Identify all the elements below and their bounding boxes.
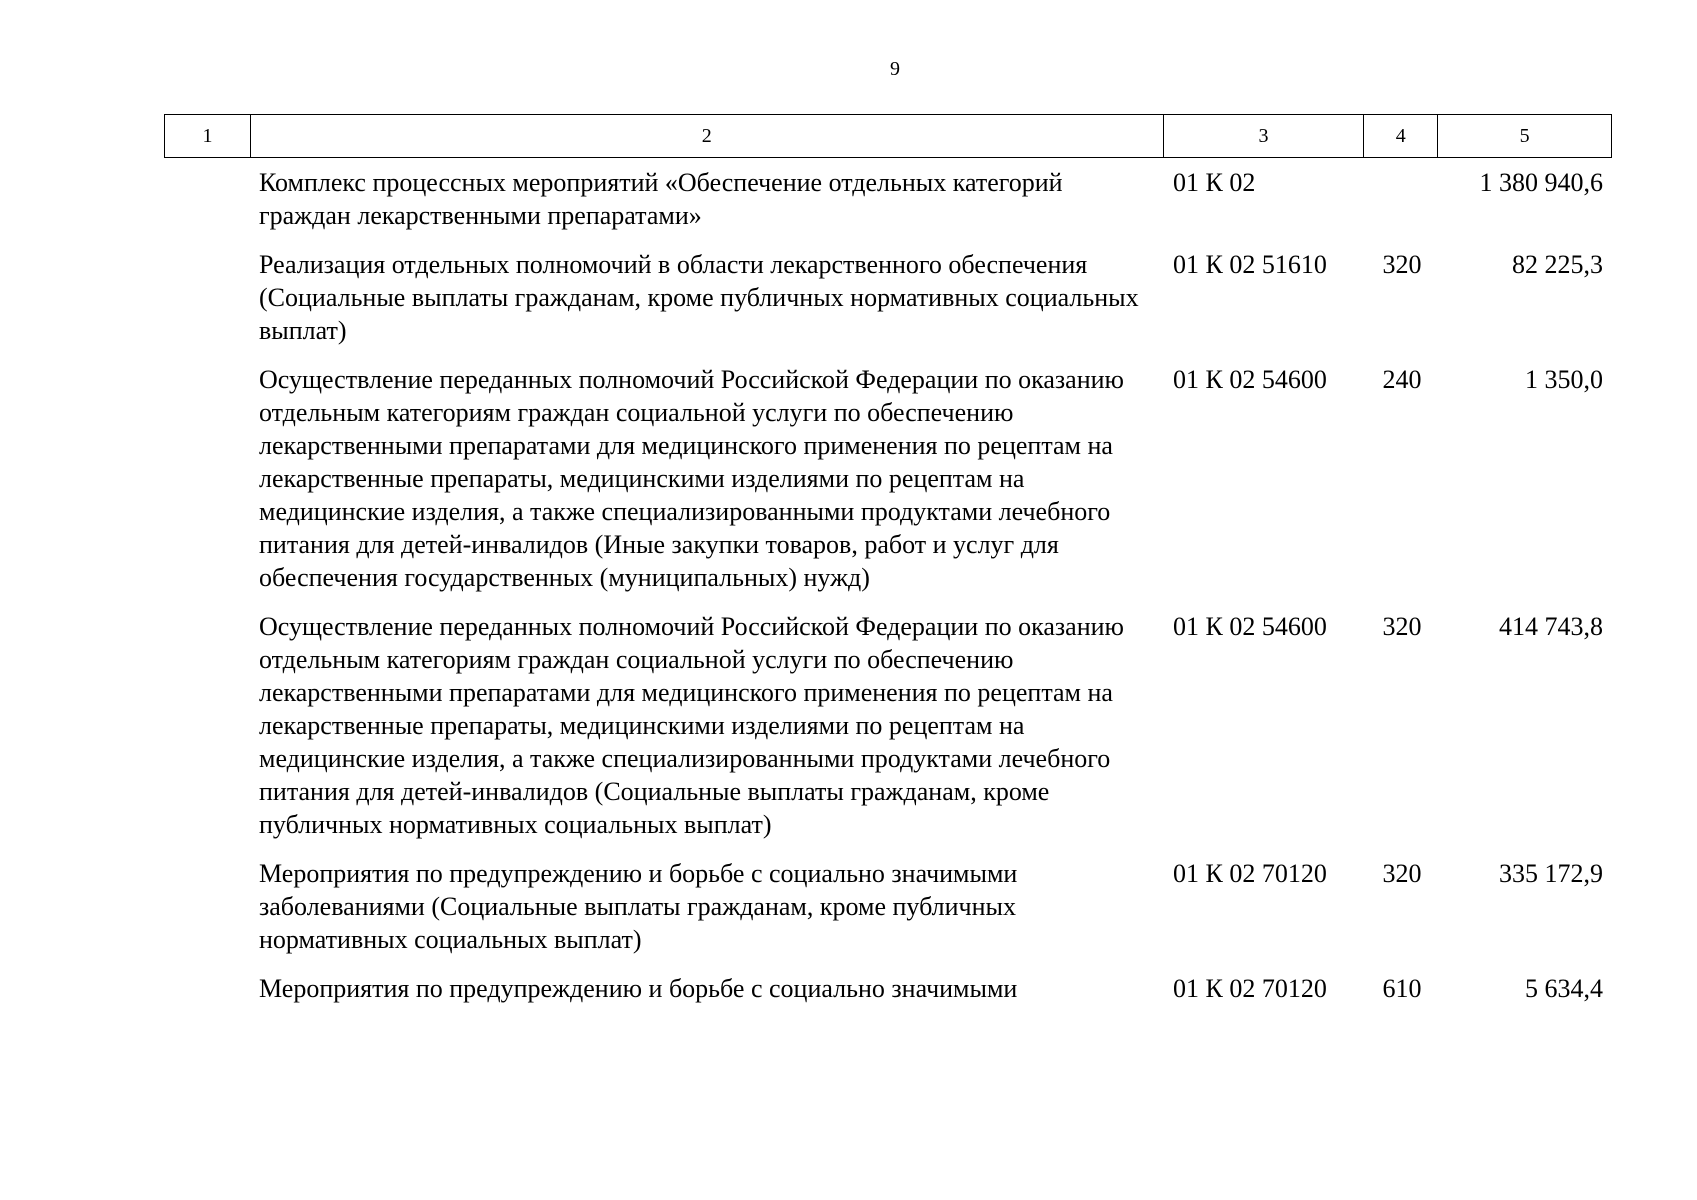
column-header-1: 1 bbox=[165, 115, 251, 157]
row-empty-cell bbox=[164, 248, 250, 347]
row-code: 01 К 02 70120 bbox=[1173, 859, 1327, 888]
column-header-2: 2 bbox=[251, 115, 1164, 157]
row-type bbox=[1365, 166, 1439, 232]
row-type: 320 bbox=[1382, 250, 1422, 279]
table-row bbox=[164, 857, 1612, 956]
row-type: 240 bbox=[1382, 365, 1422, 394]
row-amount: 414 743,8 bbox=[1499, 612, 1603, 641]
column-header-3: 3 bbox=[1164, 115, 1365, 157]
row-amount: 1 380 940,6 bbox=[1479, 168, 1603, 197]
row-amount: 1 350,0 bbox=[1525, 365, 1603, 394]
row-name: Мероприятия по предупреждению и борьбе с социально значимыми заболеваниями (Социальные выплаты гражданам, кроме публичных нормативных социальных выплат) bbox=[259, 859, 1018, 954]
table-header bbox=[164, 114, 1612, 158]
row-code: 01 К 02 70120 bbox=[1173, 974, 1327, 1003]
row-amount: 82 225,3 bbox=[1512, 250, 1603, 279]
table-row bbox=[164, 610, 1612, 841]
row-empty-cell bbox=[164, 972, 250, 1005]
row-code: 01 К 02 51610 bbox=[1173, 250, 1327, 279]
row-type: 610 bbox=[1382, 974, 1422, 1003]
row-name: Осуществление переданных полномочий Российской Федерации по оказанию отдельным категориям граждан социальной услуги по обеспечению лекарственными препаратами для медицинского применения по рецептам на лекарственные препараты, медицинскими изделиями по рецептам на медицинские изделия, а также специализированными продуктами лечебного питания для детей-инвалидов (Иные закупки товаров, работ и услуг для обеспечения государственных (муниципальных) нужд) bbox=[259, 365, 1124, 592]
row-name: Комплекс процессных мероприятий «Обеспечение отдельных категорий граждан лекарственными препаратами» bbox=[259, 168, 1063, 230]
row-empty-cell bbox=[164, 363, 250, 594]
row-amount: 5 634,4 bbox=[1525, 974, 1603, 1003]
table-row bbox=[164, 972, 1612, 1005]
table-row bbox=[164, 166, 1612, 232]
row-empty-cell bbox=[164, 166, 250, 232]
row-empty-cell bbox=[164, 857, 250, 956]
page-number: 9 bbox=[890, 58, 900, 80]
table-body bbox=[164, 166, 1612, 1021]
row-name: Мероприятия по предупреждению и борьбе с социально значимыми bbox=[259, 974, 1018, 1003]
row-amount: 335 172,9 bbox=[1499, 859, 1603, 888]
row-empty-cell bbox=[164, 610, 250, 841]
row-name: Реализация отдельных полномочий в области лекарственного обеспечения (Социальные выплаты гражданам, кроме публичных нормативных социальных выплат) bbox=[259, 250, 1139, 345]
row-type: 320 bbox=[1382, 612, 1422, 641]
column-header-5: 5 bbox=[1519, 125, 1530, 147]
table-row bbox=[164, 248, 1612, 347]
row-name: Осуществление переданных полномочий Российской Федерации по оказанию отдельным категориям граждан социальной услуги по обеспечению лекарственными препаратами для медицинского применения по рецептам на лекарственные препараты, медицинскими изделиями по рецептам на медицинские изделия, а также специализированными продуктами лечебного питания для детей-инвалидов (Социальные выплаты гражданам, кроме публичных нормативных социальных выплат) bbox=[259, 612, 1124, 839]
row-type: 320 bbox=[1382, 859, 1422, 888]
row-code: 01 К 02 54600 bbox=[1173, 612, 1327, 641]
row-code: 01 К 02 bbox=[1173, 168, 1256, 197]
row-code: 01 К 02 54600 bbox=[1173, 365, 1327, 394]
table-row bbox=[164, 363, 1612, 594]
column-header-4: 4 bbox=[1364, 115, 1438, 157]
